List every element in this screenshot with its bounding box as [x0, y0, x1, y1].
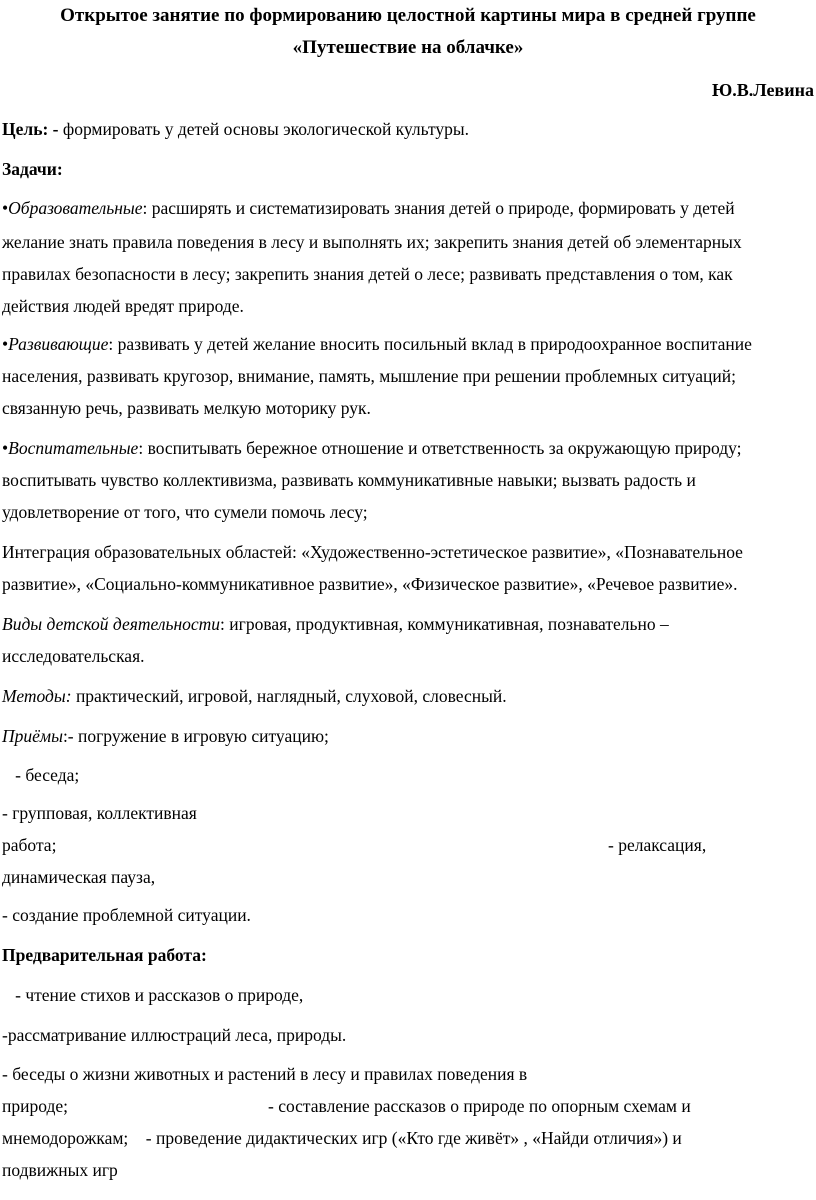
activities-line-2: исследовательская.	[2, 646, 145, 666]
techniques-item-6: - создание проблемной ситуации.	[2, 905, 251, 925]
goal-line	[2, 118, 469, 140]
goal-label: Цель: -	[2, 119, 59, 139]
prep-item-6: подвижных игр	[2, 1160, 118, 1180]
educational-line-3: правилах безопасности в лесу; закрепить знания детей о лесе; развивать представления о том, как	[2, 264, 733, 284]
page-title: Открытое занятие по формированию целостной картины мира в средней группе	[60, 5, 756, 26]
developing-label: Развивающие	[8, 334, 109, 354]
prep-item-3: - беседы о жизни животных и растений в лесу и правилах поведения в	[2, 1064, 528, 1084]
activities-label: Виды детской деятельности	[2, 614, 221, 634]
developing-text: : развивать у детей желание вносить посильный вклад в природоохранное воспитание	[108, 334, 752, 354]
upbringing-line-2: воспитывать чувство коллективизма, развивать коммуникативные навыки; вызвать радость и	[2, 470, 696, 490]
tasks-heading: Задачи:	[2, 159, 63, 179]
prep-item-1: - чтение стихов и рассказов о природе,	[2, 985, 304, 1005]
goal-text: формировать у детей основы экологической культуры.	[58, 119, 470, 139]
techniques-text: :- погружение в игровую ситуацию;	[62, 726, 329, 746]
techniques-item-2: - беседа;	[2, 765, 80, 785]
bullet: •	[2, 198, 9, 218]
prep-item-2: -рассматривание иллюстраций леса, природы.	[2, 1025, 347, 1045]
techniques-item-4b: - релаксация,	[608, 835, 707, 855]
prep-heading: Предварительная работа:	[2, 945, 207, 965]
methods-line	[2, 685, 507, 707]
upbringing-label: Воспитательные	[8, 438, 139, 458]
integration-line-2: развитие», «Социально-коммуникативное развитие», «Физическое развитие», «Речевое развитие».	[2, 574, 738, 594]
prep-item-4: природе;	[2, 1096, 69, 1116]
educational-line-4: действия людей вредят природе.	[2, 296, 244, 316]
bullet: •	[2, 438, 9, 458]
author: Ю.В.Левина	[711, 80, 814, 100]
educational-label: Образовательные	[8, 198, 143, 218]
techniques-line-1	[2, 725, 329, 747]
educational-text: : расширять и систематизировать знания детей о природе, формировать у детей	[142, 198, 735, 218]
prep-item-5: мнемодорожкам; - проведение дидактических игр («Кто где живёт» , «Найди отличия») и	[2, 1128, 682, 1148]
techniques-item-4: работа;	[2, 835, 57, 855]
bullet: •	[2, 334, 9, 354]
techniques-label: Приёмы	[2, 726, 63, 746]
methods-label: Методы:	[2, 686, 72, 706]
educational-line-2: желание знать правила поведения в лесу и выполнять их; закрепить знания детей об элементарных	[2, 232, 742, 252]
activities-line-1	[2, 613, 669, 635]
upbringing-line-1	[2, 437, 742, 459]
techniques-item-3: - групповая, коллективная	[2, 803, 197, 823]
upbringing-line-3: удовлетворение от того, что сумели помочь лесу;	[2, 502, 368, 522]
activities-text: : игровая, продуктивная, коммуникативная, познавательно –	[220, 614, 669, 634]
techniques-item-5: динамическая пауза,	[2, 867, 156, 887]
integration-line-1: Интеграция образовательных областей: «Художественно-эстетическое развитие», «Познавательное	[2, 542, 743, 562]
educational-line-1	[2, 197, 735, 219]
upbringing-text: : воспитывать бережное отношение и ответственность за окружающую природу;	[138, 438, 742, 458]
developing-line-3: связанную речь, развивать мелкую моторику рук.	[2, 398, 371, 418]
prep-item-4b: - составление рассказов о природе по опорным схемам и	[268, 1096, 691, 1116]
lesson-title: «Путешествие на облачке»	[292, 37, 524, 58]
developing-line-2: населения, развивать кругозор, внимание, память, мышление при решении проблемных ситуаций;	[2, 366, 736, 386]
developing-line-1	[2, 333, 752, 355]
methods-text: практический, игровой, наглядный, слуховой, словесный.	[71, 686, 507, 706]
